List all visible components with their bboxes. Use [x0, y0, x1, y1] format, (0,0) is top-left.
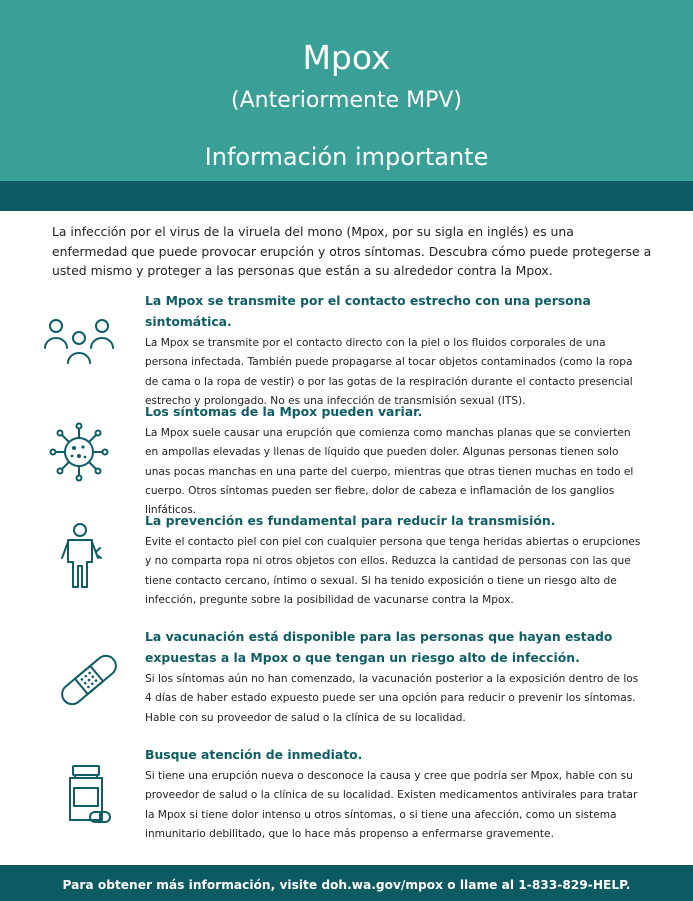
section-title: Busque atención de inmediato.: [145, 747, 363, 762]
header-band: [0, 181, 693, 211]
section-seek-care: [145, 744, 645, 844]
section-title: Los síntomas de la Mpox pueden variar.: [145, 404, 423, 419]
section-transmission: [145, 290, 645, 411]
section-title: La Mpox se transmite por el contacto estrecho con una persona sintomática.: [145, 293, 591, 329]
page-title: Mpox: [302, 38, 391, 77]
virus-icon: [48, 421, 110, 483]
section-body: La Mpox se transmite por el contacto directo con la piel o los fluidos corporales de una persona infectada. También puede propagarse al tocar objetos contaminados (como la ropa de cama o la ropa de vestir) o por las gotas de la respiración durante el contacto presencial estrecho y prolongado. No es una infección de transmisión sexual (ITS).: [145, 337, 633, 407]
section-body: La Mpox suele causar una erupción que comienza como manchas planas que se convierten en ampollas elevadas y llenas de líquido que pueden doler. Algunas personas tienen solo unas pocas manchas en una parte del cuerpo, mientras que otras tienen muchas en todo el cuerpo. Otros síntomas pueden ser fiebre, dolor de cabeza e inflamación de los ganglios linfáticos.: [145, 427, 634, 517]
page-heading: Información importante: [204, 143, 489, 171]
section-title: La vacunación está disponible para las personas que hayan estado expuestas a la Mpox o que tengan un riesgo alto de infección.: [145, 629, 613, 665]
page-subtitle: (Anteriormente MPV): [231, 88, 462, 113]
section-prevention: [145, 510, 645, 610]
section-vaccination: [145, 626, 645, 728]
people-group-icon: [42, 316, 116, 368]
section-body: Si tiene una erupción nueva o desconoce la causa y cree que podría ser Mpox, hable con su proveedor de salud o la clínica de su localidad. Existen medicamentos antivirales para tratar la Mpox si tiene dolor intenso u otros síntomas, o si tiene una afección, como un sistema inmunitario debilitado, que lo hace más propenso a enfermarse gravemente.: [145, 770, 638, 840]
section-body: Si los síntomas aún no han comenzado, la vacunación posterior a la exposición dentro de los 4 días de haber estado expuesto puede ser una opción para reducir o prevenir los síntomas. Hable con su proveedor de salud o la clínica de su localidad.: [145, 673, 639, 724]
medicine-bottle-icon: [64, 764, 112, 826]
footer-contact-text: Para obtener más información, visite doh.wa.gov/mpox o llame al 1-833-829-HELP.: [62, 878, 631, 892]
person-standing-icon: [58, 522, 102, 590]
bandage-icon: [55, 650, 123, 710]
section-title: La prevención es fundamental para reducir la transmisión.: [145, 513, 556, 528]
section-symptoms: [145, 401, 645, 520]
section-body: Evite el contacto piel con piel con cualquier persona que tenga heridas abiertas o erupciones y no comparta ropa ni otros objetos con ellos. Reduzca la cantidad de personas con las que tiene contacto cercano, íntimo o sexual. Si ha tenido exposición o tiene un riesgo alto de infección, pregunte sobre la posibilidad de vacunarse contra la Mpox.: [145, 536, 641, 606]
intro-paragraph: La infección por el virus de la viruela del mono (Mpox, por su sigla en inglés) es una enfermedad que puede provocar erupción y otros síntomas. Descubra cómo puede protegerse a usted mismo y proteger a las personas que están a su alrededor contra la Mpox.: [52, 224, 652, 278]
